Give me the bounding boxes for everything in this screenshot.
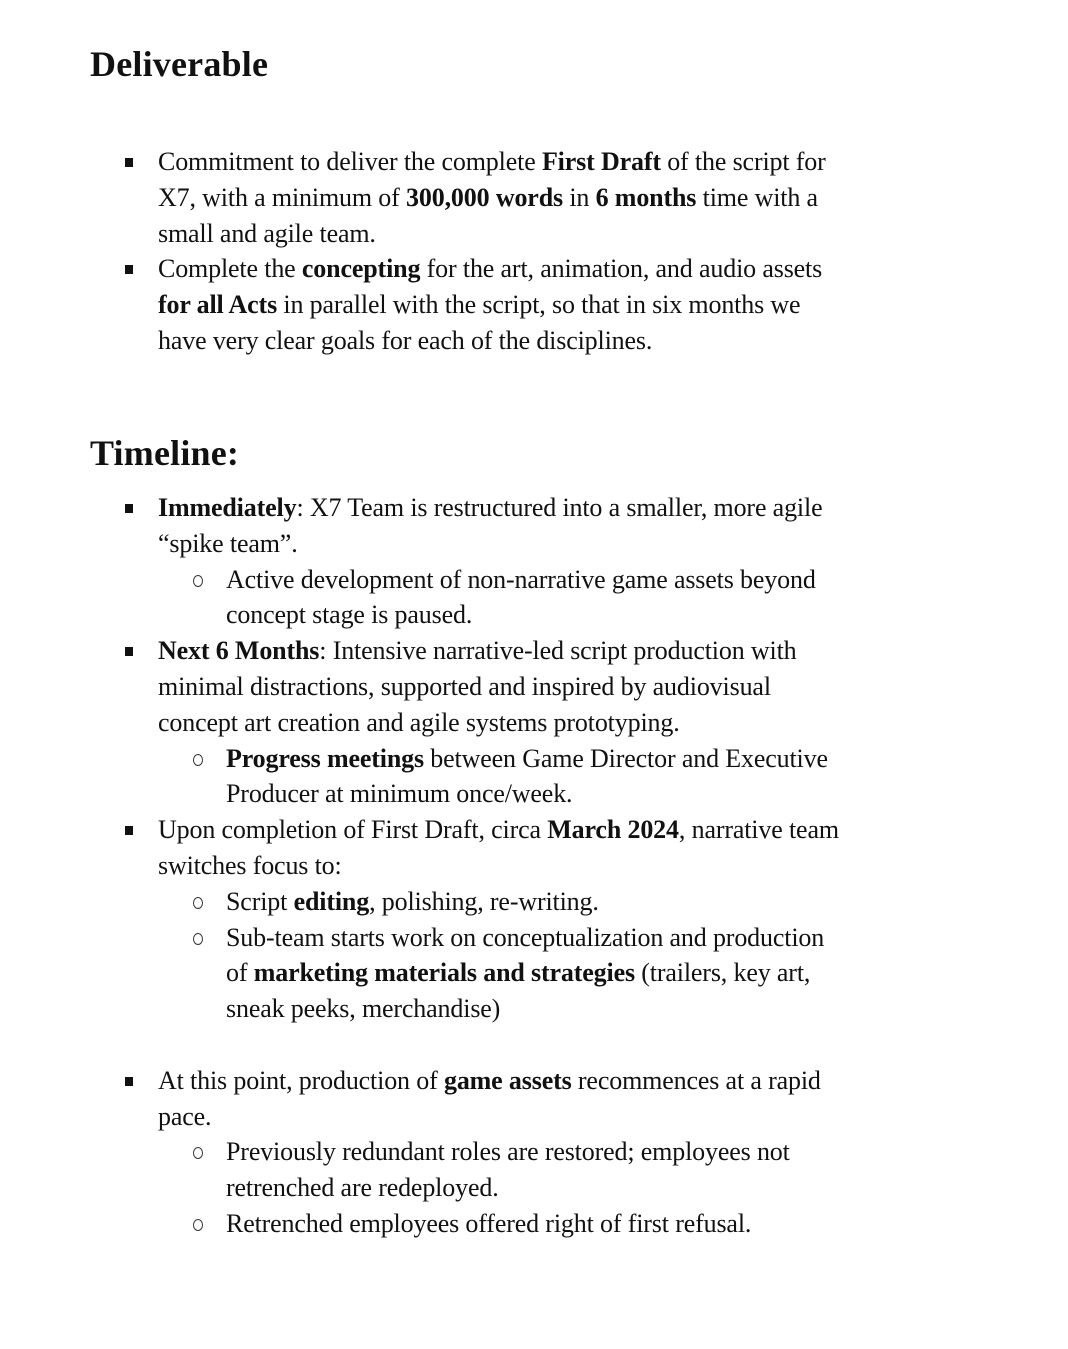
list-item-text-line: switches focus to:: [158, 851, 342, 880]
list-item-text-line: At this point, production of game assets recommences at a rapid: [158, 1065, 821, 1095]
square-bullet-icon: [125, 504, 133, 513]
emphasis-text: game assets: [443, 1065, 572, 1095]
circle-bullet-icon: [193, 933, 203, 945]
emphasis-text: Immediately: [158, 493, 297, 522]
list-item-text-line: X7, with a minimum of 300,000 words in 6 months time with a: [158, 182, 818, 212]
list-item-text-line: Previously redundant roles are restored; employees not: [226, 1137, 790, 1167]
emphasis-text: for all Acts: [158, 290, 278, 320]
list-item-text-line: Upon completion of First Draft, circa March 2024, narrative team: [158, 815, 839, 845]
emphasis-text: March 2024: [547, 815, 679, 845]
timeline-heading: Timeline:: [90, 433, 240, 473]
circle-bullet-icon: [193, 1147, 203, 1159]
list-item-text-line: Complete the concepting for the art, animation, and audio assets: [158, 254, 823, 284]
emphasis-text: Progress meetings: [226, 743, 424, 773]
list-item-text-line: Retrenched employees offered right of first refusal.: [226, 1209, 752, 1238]
list-item-text-line: Next 6 Months: Intensive narrative-led script production with: [158, 636, 797, 666]
list-item-text-line: Sub-team starts work on conceptualization and production: [226, 922, 825, 952]
list-item-text-line: Immediately: X7 Team is restructured into a smaller, more agile: [158, 493, 823, 522]
emphasis-text: 300,000 words: [406, 182, 563, 212]
list-item-text-line: of marketing materials and strategies (trailers, key art,: [226, 958, 811, 988]
list-item-text-line: minimal distractions, supported and inspired by audiovisual: [158, 672, 771, 701]
list-item-text-line: Script editing, polishing, re-writing.: [226, 886, 599, 916]
list-item-text-line: pace.: [158, 1101, 212, 1131]
square-bullet-icon: [125, 826, 133, 835]
list-item-text-line: Progress meetings between Game Director and Executive: [226, 743, 828, 773]
square-bullet-icon: [125, 158, 133, 167]
circle-bullet-icon: [193, 897, 203, 909]
list-item-text-line: small and agile team.: [158, 218, 376, 248]
list-item-text-line: concept stage is paused.: [226, 600, 473, 630]
circle-bullet-icon: [193, 1219, 203, 1231]
emphasis-text: 6 months: [595, 182, 697, 212]
list-item-text-line: retrenched are redeployed.: [226, 1173, 499, 1203]
square-bullet-icon: [125, 265, 133, 274]
square-bullet-icon: [125, 647, 133, 656]
list-item-text-line: Producer at minimum once/week.: [226, 779, 573, 809]
emphasis-text: concepting: [301, 254, 421, 284]
list-item-text-line: sneak peeks, merchandise): [226, 994, 501, 1024]
emphasis-text: First Draft: [541, 147, 661, 176]
list-item-text-line: Commitment to deliver the complete First Draft of the script for: [158, 147, 826, 176]
list-item-text-line: Active development of non-narrative game assets beyond: [226, 564, 816, 594]
emphasis-text: editing: [293, 886, 370, 916]
circle-bullet-icon: [193, 754, 203, 766]
square-bullet-icon: [125, 1077, 133, 1086]
list-item-text-line: for all Acts in parallel with the script, so that in six months we: [158, 290, 801, 320]
list-item-text-line: have very clear goals for each of the disciplines.: [158, 326, 653, 355]
list-item-text-line: concept art creation and agile systems prototyping.: [158, 707, 680, 737]
circle-bullet-icon: [193, 575, 203, 587]
list-item-text-line: “spike team”.: [158, 528, 298, 558]
emphasis-text: marketing materials and strategies: [253, 958, 635, 988]
deliverable-heading: Deliverable: [90, 44, 269, 84]
emphasis-text: Next 6 Months: [158, 636, 320, 666]
